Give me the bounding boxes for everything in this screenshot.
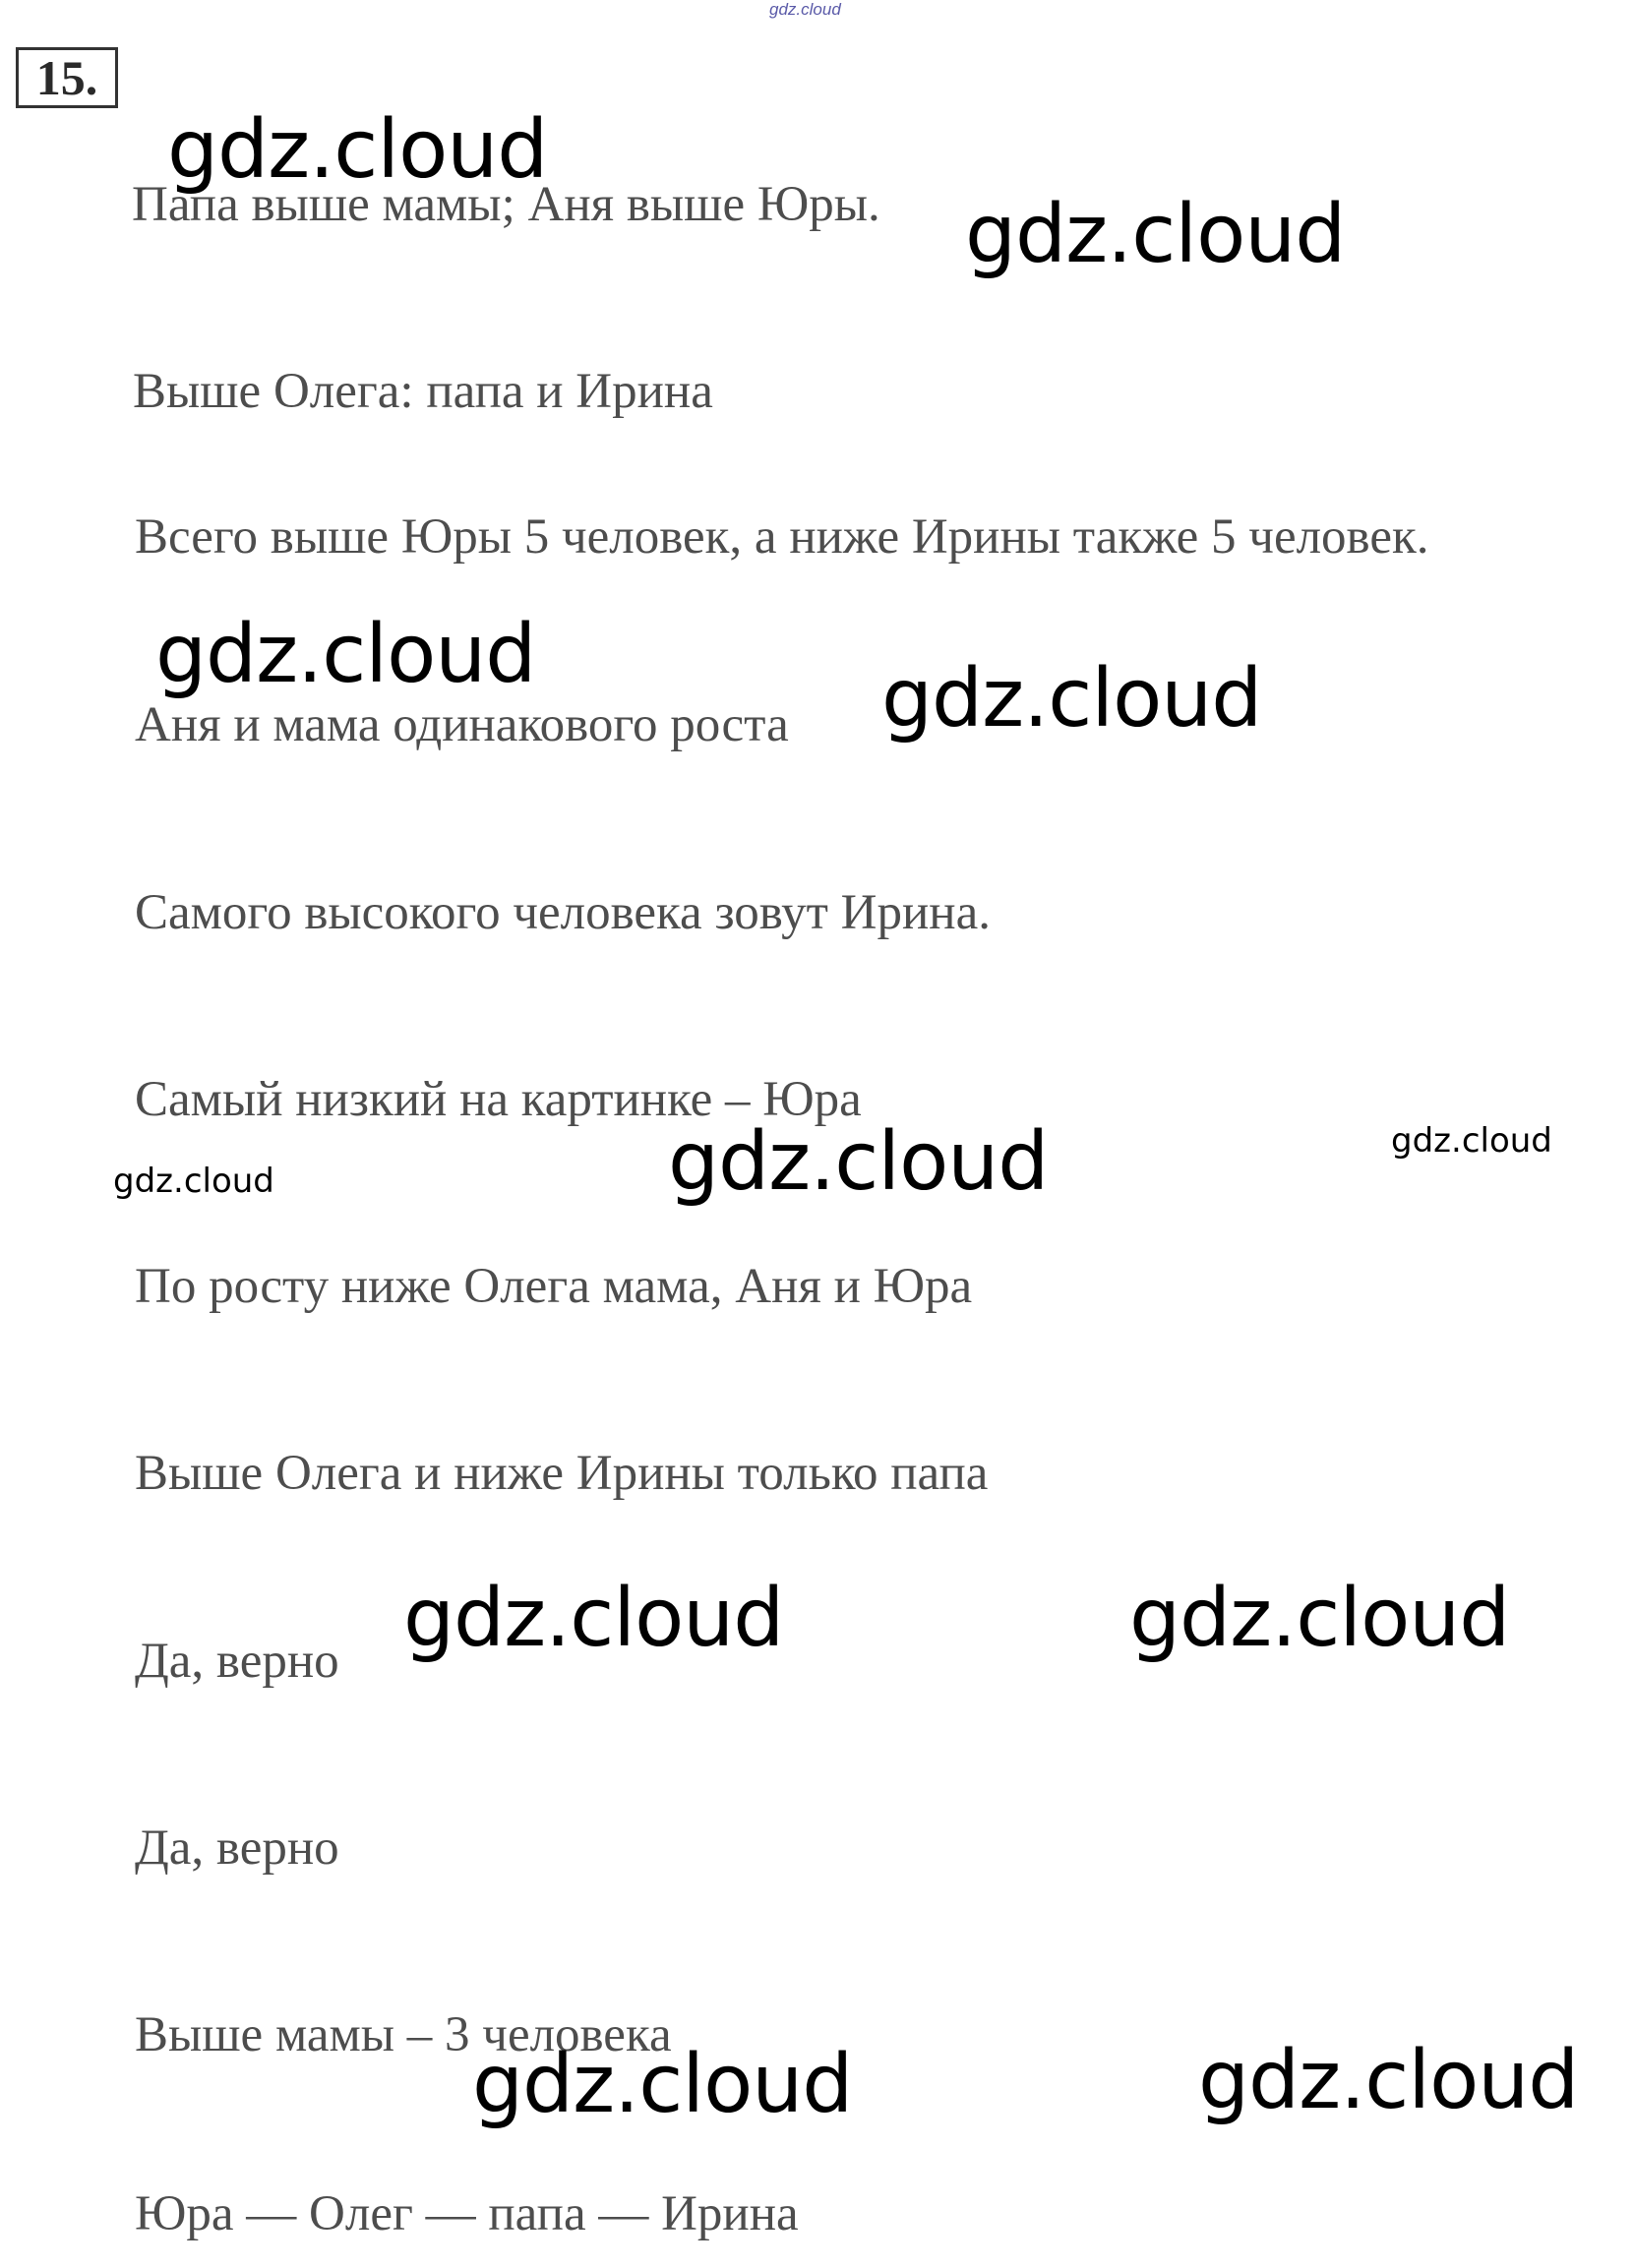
answer-line-4: Аня и мама одинакового роста <box>135 697 789 752</box>
watermark: gdz.cloud <box>668 1115 1049 1209</box>
answer-line-9: Да, верно <box>135 1634 339 1689</box>
answer-line-11: Выше мамы – 3 человека <box>135 2007 672 2062</box>
watermark: gdz.cloud <box>113 1162 274 1201</box>
watermark: gdz.cloud <box>167 103 548 197</box>
answer-line-2: Выше Олега: папа и Ирина <box>133 364 713 419</box>
task-number-box <box>16 47 118 108</box>
answer-line-7: По росту ниже Олега мама, Аня и Юра <box>135 1259 973 1314</box>
watermark: gdz.cloud <box>403 1572 784 1665</box>
watermark: gdz.cloud <box>1391 1121 1552 1161</box>
watermark: gdz.cloud <box>155 608 536 701</box>
watermark: gdz.cloud <box>472 2038 853 2131</box>
answer-line-10: Да, верно <box>135 1820 339 1876</box>
answer-line-6: Самый низкий на картинке – Юра <box>135 1072 862 1127</box>
answer-line-8: Выше Олега и ниже Ирины только папа <box>135 1446 989 1501</box>
answer-line-1: Папа выше мамы; Аня выше Юры. <box>132 177 880 232</box>
watermark: gdz.cloud <box>881 652 1262 746</box>
watermark: gdz.cloud <box>965 188 1346 281</box>
top-watermark: gdz.cloud <box>769 0 841 19</box>
watermark: gdz.cloud <box>1129 1572 1510 1665</box>
answer-line-3: Всего выше Юры 5 человек, а ниже Ирины также 5 человек. <box>135 509 1429 565</box>
watermark: gdz.cloud <box>1198 2034 1579 2127</box>
answer-line-5: Самого высокого человека зовут Ирина. <box>135 885 991 940</box>
answer-line-12: Юра — Олег — папа — Ирина <box>135 2186 799 2241</box>
task-number: 15. <box>35 50 98 105</box>
